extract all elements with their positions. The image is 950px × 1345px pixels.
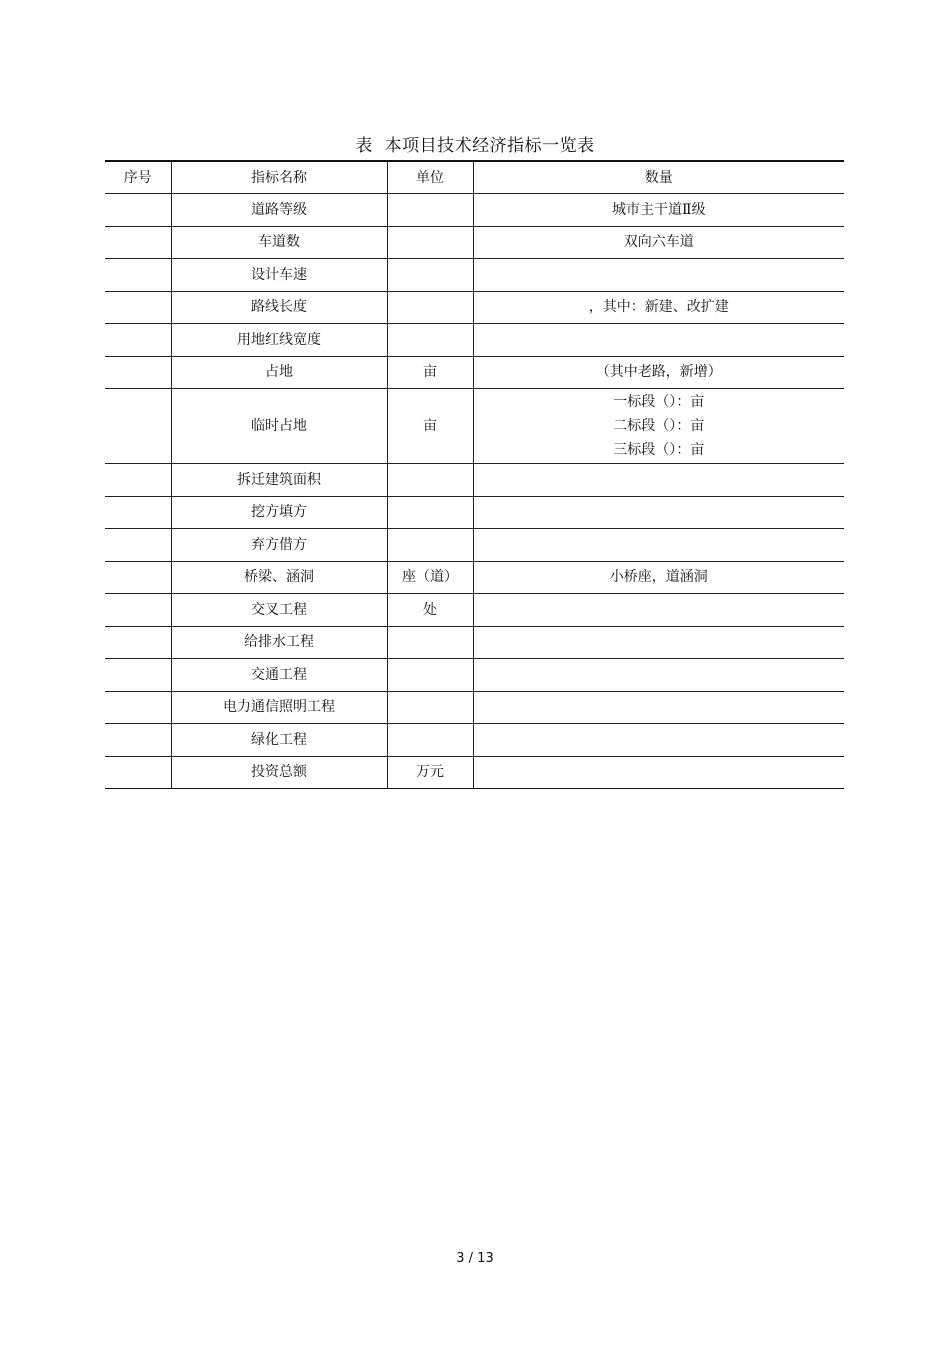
cell-seq: [105, 561, 171, 594]
cell-name: 给排水工程: [171, 626, 387, 659]
cell-seq: [105, 194, 171, 227]
cell-seq: [105, 464, 171, 497]
table-row: [105, 529, 844, 562]
cell-seq: [105, 691, 171, 724]
table-row: [105, 464, 844, 497]
cell-unit: [387, 324, 473, 357]
table-title: 表 本项目技术经济指标一览表: [355, 136, 595, 156]
cell-unit: 万元: [387, 756, 473, 789]
cell-qty: [473, 324, 844, 357]
cell-seq: [105, 291, 171, 324]
qty-line: 二标段（）：亩: [613, 418, 705, 434]
cell-seq: [105, 659, 171, 692]
cell-unit: [387, 659, 473, 692]
cell-seq: [105, 389, 171, 464]
cell-seq: [105, 529, 171, 562]
cell-qty: [473, 594, 844, 627]
header-seq: 序号: [105, 161, 171, 194]
cell-name: 交叉工程: [171, 594, 387, 627]
cell-unit: [387, 724, 473, 757]
cell-qty: [473, 259, 844, 292]
indicator-table: [105, 160, 844, 789]
cell-name: 用地红线宽度: [171, 324, 387, 357]
table-header-row: [105, 161, 844, 194]
qty-line: 三标段（）：亩: [613, 442, 705, 458]
table-row: [105, 496, 844, 529]
qty-line: 一标段（）：亩: [613, 394, 705, 410]
cell-seq: [105, 594, 171, 627]
cell-unit: [387, 529, 473, 562]
table-row: [105, 291, 844, 324]
table-row: [105, 756, 844, 789]
cell-seq: [105, 626, 171, 659]
cell-name: 设计车速: [171, 259, 387, 292]
table-row: [105, 626, 844, 659]
cell-name: 桥梁、涵洞: [171, 561, 387, 594]
cell-name: 道路等级: [171, 194, 387, 227]
cell-name: 弃方借方: [171, 529, 387, 562]
cell-unit: [387, 194, 473, 227]
header-name: 指标名称: [171, 161, 387, 194]
cell-seq: [105, 496, 171, 529]
cell-name: 车道数: [171, 226, 387, 259]
cell-unit: [387, 259, 473, 292]
cell-qty: 双向六车道: [473, 226, 844, 259]
cell-qty: [473, 756, 844, 789]
cell-qty: 城市主干道Ⅱ级: [473, 194, 844, 227]
cell-unit: 座（道）: [387, 561, 473, 594]
cell-seq: [105, 724, 171, 757]
cell-qty: [473, 464, 844, 497]
cell-seq: [105, 356, 171, 389]
cell-name: 临时占地: [171, 389, 387, 464]
cell-qty: [473, 659, 844, 692]
cell-qty: 小桥座，道涵洞: [473, 561, 844, 594]
header-unit: 单位: [387, 161, 473, 194]
cell-qty: [473, 691, 844, 724]
cell-unit: [387, 691, 473, 724]
cell-name: 占地: [171, 356, 387, 389]
cell-name: 拆迁建筑面积: [171, 464, 387, 497]
cell-unit: [387, 464, 473, 497]
cell-name: 投资总额: [171, 756, 387, 789]
table-row: [105, 324, 844, 357]
cell-qty: ，其中：新建、改扩建: [473, 291, 844, 324]
table-row: [105, 659, 844, 692]
cell-qty: [473, 724, 844, 757]
cell-unit: [387, 496, 473, 529]
cell-name: 电力通信照明工程: [171, 691, 387, 724]
table-row: [105, 226, 844, 259]
cell-name: 路线长度: [171, 291, 387, 324]
cell-seq: [105, 756, 171, 789]
cell-qty: [473, 626, 844, 659]
cell-qty: （其中老路，新增）: [473, 356, 844, 389]
cell-unit: 亩: [387, 389, 473, 464]
cell-unit: [387, 291, 473, 324]
cell-unit: 处: [387, 594, 473, 627]
page-number: 3 / 13: [456, 1251, 494, 1266]
cell-name: 挖方填方: [171, 496, 387, 529]
table-row: [105, 194, 844, 227]
table-row: [105, 691, 844, 724]
cell-unit: 亩: [387, 356, 473, 389]
cell-name: 交通工程: [171, 659, 387, 692]
cell-seq: [105, 259, 171, 292]
cell-seq: [105, 324, 171, 357]
table-row: [105, 594, 844, 627]
header-qty: 数量: [473, 161, 844, 194]
cell-qty: [473, 496, 844, 529]
table-row: [105, 561, 844, 594]
table-row: [105, 356, 844, 389]
cell-name: 绿化工程: [171, 724, 387, 757]
cell-seq: [105, 226, 171, 259]
cell-unit: [387, 226, 473, 259]
cell-unit: [387, 626, 473, 659]
table-row: [105, 259, 844, 292]
cell-qty: [473, 529, 844, 562]
table-row: [105, 389, 844, 464]
table-row: [105, 724, 844, 757]
cell-qty: [473, 389, 844, 464]
